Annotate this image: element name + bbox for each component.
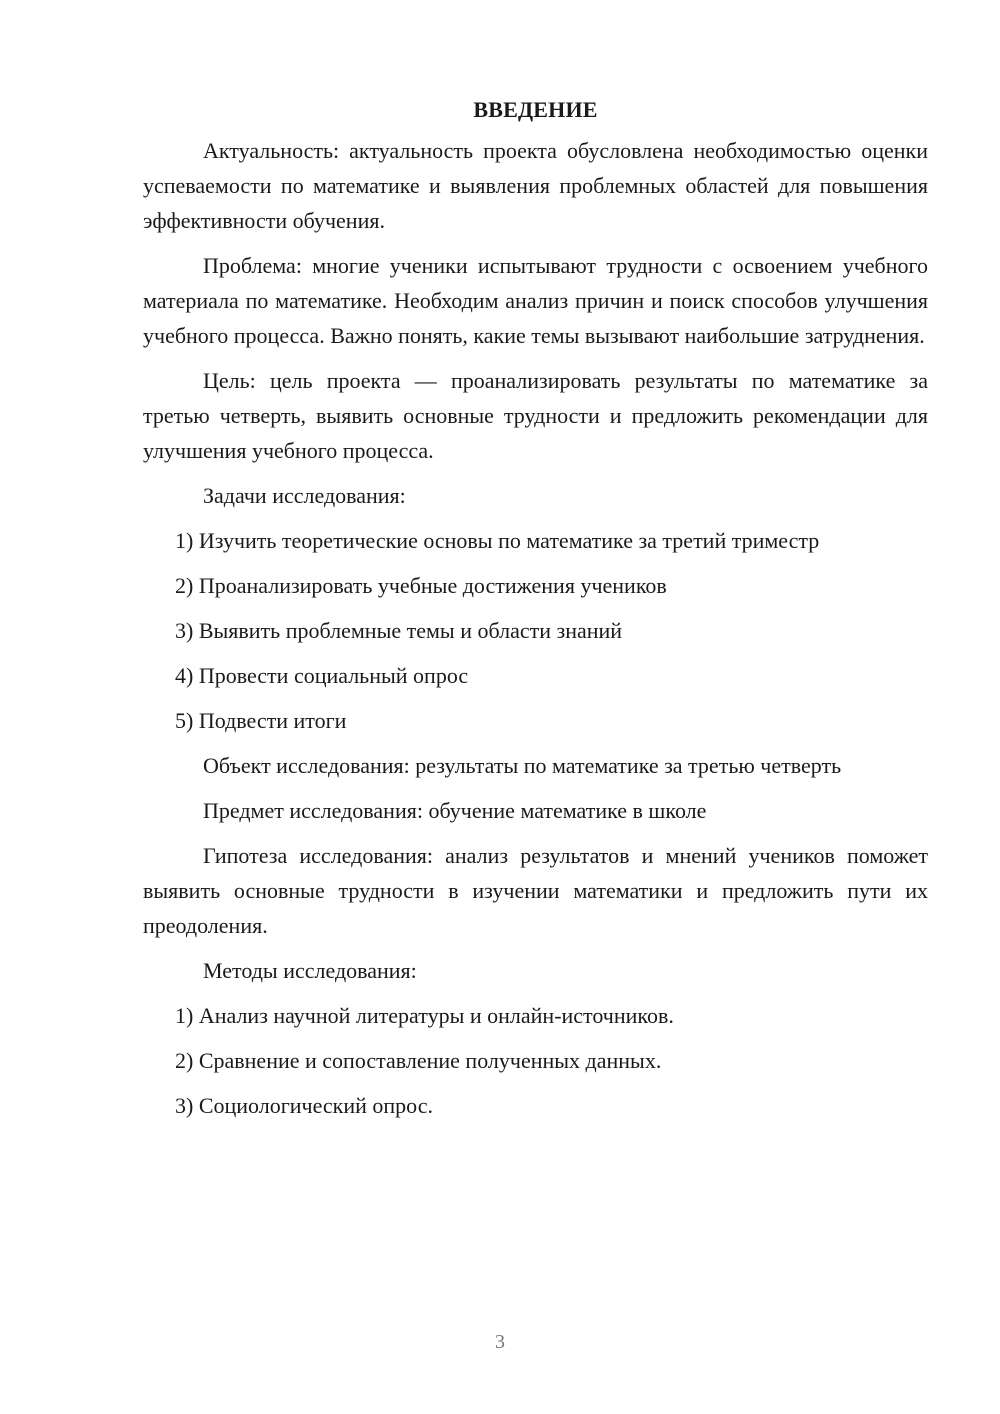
goal-paragraph: Цель: цель проекта — проанализировать результаты по математике за третью четверть, выявить основные трудности и предложить рекомендации для улучшения учебного процесса. [143,368,928,463]
relevance-paragraph: Актуальность: актуальность проекта обусловлена необходимостью оценки успеваемости по математике и выявления проблемных областей для повышения эффективности обучения. [143,138,928,233]
list-item: 1) Анализ научной литературы и онлайн-источников. [175,1003,674,1028]
list-item: 1) Изучить теоретические основы по математике за третий триместр [175,528,820,553]
list-item: 3) Выявить проблемные темы и области знаний [175,618,623,643]
list-item: 4) Провести социальный опрос [175,663,469,688]
tasks-title: Задачи исследования: [203,483,406,508]
list-item: 2) Сравнение и сопоставление полученных данных. [175,1048,662,1073]
list-item: 3) Социологический опрос. [175,1093,433,1118]
subject-paragraph: Предмет исследования: обучение математике в школе [203,798,707,823]
list-item: 5) Подвести итоги [175,708,347,733]
page-number: 3 [495,1331,505,1353]
problem-paragraph: Проблема: многие ученики испытывают трудности с освоением учебного материала по математике. Необходим анализ причин и поиск способов улучшения учебного процесса. Важно понять, какие темы вызывают наибольшие затруднения. [143,253,928,348]
hypothesis-paragraph: Гипотеза исследования: анализ результатов и мнений учеников поможет выявить основные трудности в изучении математики и предложить пути их преодоления. [143,843,928,938]
list-item: 2) Проанализировать учебные достижения учеников [175,573,667,598]
page-content [143,92,928,1133]
tasks-list [143,523,928,738]
methods-title: Методы исследования: [203,958,417,983]
section-heading: ВВЕДЕНИЕ [473,97,598,122]
methods-list [143,998,928,1123]
object-paragraph: Объект исследования: результаты по математике за третью четверть [203,753,842,778]
